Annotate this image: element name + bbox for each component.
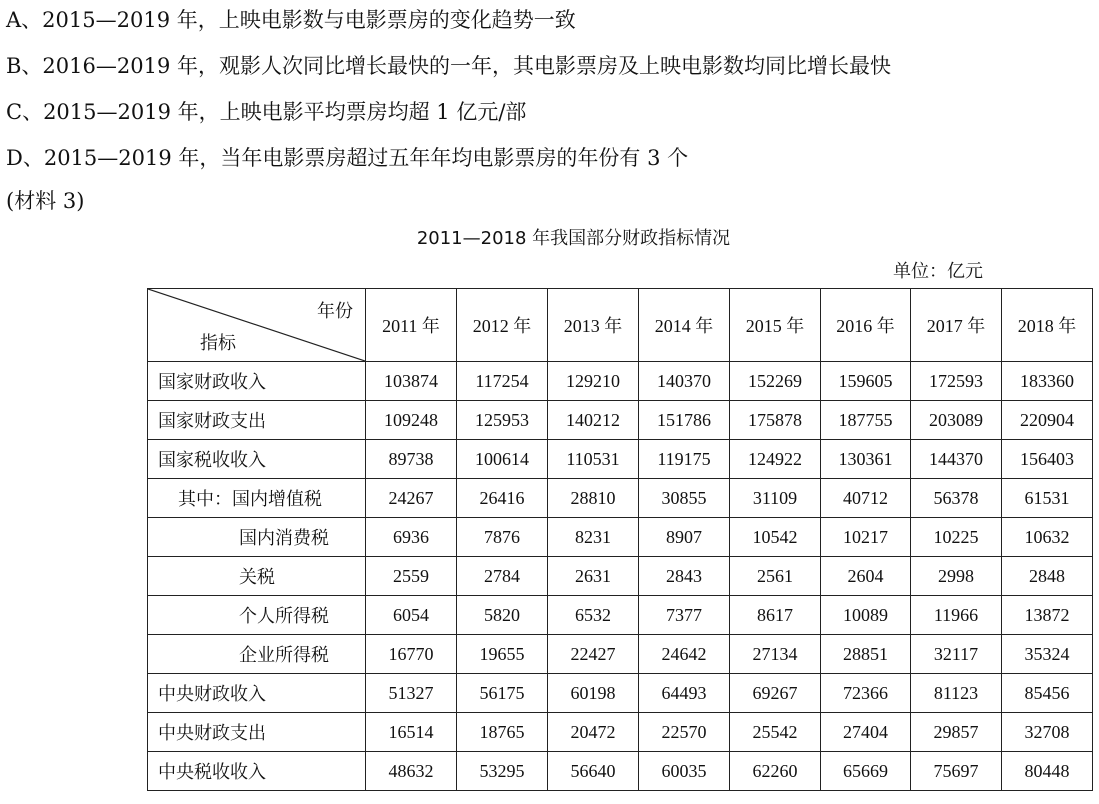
option-d: D、2015—2019 年，当年电影票房超过五年年均电影票房的年份有 3 个 [6, 146, 689, 170]
value-cell: 26416 [457, 479, 548, 518]
value-cell: 159605 [821, 362, 911, 401]
value-cell: 72366 [821, 674, 911, 713]
value-cell: 16770 [366, 635, 457, 674]
value-cell: 187755 [821, 401, 911, 440]
value-cell: 7876 [457, 518, 548, 557]
value-cell: 80448 [1002, 752, 1093, 791]
table-row [148, 479, 1093, 518]
corner-indicator-label: 指标 [200, 333, 236, 354]
value-cell: 140212 [548, 401, 639, 440]
value-cell: 203089 [911, 401, 1002, 440]
value-cell: 18765 [457, 713, 548, 752]
fiscal-indicator-table [147, 288, 1093, 791]
table-row [148, 596, 1093, 635]
value-cell: 24267 [366, 479, 457, 518]
value-cell: 2784 [457, 557, 548, 596]
value-cell: 2631 [548, 557, 639, 596]
row-label: 国家财政收入 [148, 362, 366, 401]
table-row [148, 401, 1093, 440]
row-label: 国家税收收入 [148, 440, 366, 479]
value-cell: 22427 [548, 635, 639, 674]
option-c: C、2015—2019 年，上映电影平均票房均超 1 亿元/部 [6, 100, 527, 124]
value-cell: 32117 [911, 635, 1002, 674]
row-label: 个人所得税 [148, 596, 366, 635]
corner-header-cell [148, 289, 366, 362]
value-cell: 25542 [730, 713, 821, 752]
value-cell: 2561 [730, 557, 821, 596]
table-row [148, 752, 1093, 791]
table-header-row [148, 289, 1093, 362]
year-header: 2016 年 [821, 289, 911, 362]
value-cell: 60035 [639, 752, 730, 791]
value-cell: 20472 [548, 713, 639, 752]
value-cell: 75697 [911, 752, 1002, 791]
option-b: B、2016—2019 年，观影人次同比增长最快的一年，其电影票房及上映电影数均同比增长最快 [6, 54, 891, 78]
table-row [148, 557, 1093, 596]
table-title: 2011—2018 年我国部分财政指标情况 [416, 228, 731, 249]
table-row [148, 362, 1093, 401]
value-cell: 2848 [1002, 557, 1093, 596]
value-cell: 156403 [1002, 440, 1093, 479]
value-cell: 56640 [548, 752, 639, 791]
value-cell: 110531 [548, 440, 639, 479]
row-label: 其中：国内增值税 [148, 479, 366, 518]
year-header: 2015 年 [730, 289, 821, 362]
option-a: A、2015—2019 年，上映电影数与电影票房的变化趋势一致 [6, 8, 576, 32]
value-cell: 24642 [639, 635, 730, 674]
value-cell: 28851 [821, 635, 911, 674]
value-cell: 62260 [730, 752, 821, 791]
value-cell: 7377 [639, 596, 730, 635]
value-cell: 172593 [911, 362, 1002, 401]
table-body [148, 362, 1093, 791]
value-cell: 16514 [366, 713, 457, 752]
row-label: 企业所得税 [148, 635, 366, 674]
value-cell: 89738 [366, 440, 457, 479]
value-cell: 152269 [730, 362, 821, 401]
value-cell: 10089 [821, 596, 911, 635]
value-cell: 51327 [366, 674, 457, 713]
value-cell: 140370 [639, 362, 730, 401]
value-cell: 2843 [639, 557, 730, 596]
value-cell: 40712 [821, 479, 911, 518]
table-row [148, 713, 1093, 752]
value-cell: 61531 [1002, 479, 1093, 518]
value-cell: 27404 [821, 713, 911, 752]
value-cell: 10542 [730, 518, 821, 557]
value-cell: 48632 [366, 752, 457, 791]
value-cell: 103874 [366, 362, 457, 401]
question-options [6, 0, 1086, 224]
value-cell: 64493 [639, 674, 730, 713]
value-cell: 81123 [911, 674, 1002, 713]
value-cell: 183360 [1002, 362, 1093, 401]
value-cell: 130361 [821, 440, 911, 479]
value-cell: 2559 [366, 557, 457, 596]
value-cell: 8231 [548, 518, 639, 557]
value-cell: 151786 [639, 401, 730, 440]
value-cell: 29857 [911, 713, 1002, 752]
corner-year-label: 年份 [317, 301, 353, 322]
value-cell: 10217 [821, 518, 911, 557]
year-header: 2012 年 [457, 289, 548, 362]
value-cell: 56378 [911, 479, 1002, 518]
year-header: 2013 年 [548, 289, 639, 362]
value-cell: 56175 [457, 674, 548, 713]
value-cell: 11966 [911, 596, 1002, 635]
table-row [148, 440, 1093, 479]
value-cell: 85456 [1002, 674, 1093, 713]
value-cell: 69267 [730, 674, 821, 713]
value-cell: 31109 [730, 479, 821, 518]
row-label: 国内消费税 [148, 518, 366, 557]
value-cell: 2998 [911, 557, 1002, 596]
table-row [148, 518, 1093, 557]
value-cell: 5820 [457, 596, 548, 635]
value-cell: 6054 [366, 596, 457, 635]
row-label: 中央财政收入 [148, 674, 366, 713]
value-cell: 35324 [1002, 635, 1093, 674]
year-header: 2014 年 [639, 289, 730, 362]
value-cell: 10632 [1002, 518, 1093, 557]
value-cell: 117254 [457, 362, 548, 401]
value-cell: 8617 [730, 596, 821, 635]
row-label: 国家财政支出 [148, 401, 366, 440]
value-cell: 32708 [1002, 713, 1093, 752]
value-cell: 8907 [639, 518, 730, 557]
value-cell: 65669 [821, 752, 911, 791]
value-cell: 53295 [457, 752, 548, 791]
value-cell: 220904 [1002, 401, 1093, 440]
value-cell: 30855 [639, 479, 730, 518]
value-cell: 129210 [548, 362, 639, 401]
value-cell: 144370 [911, 440, 1002, 479]
table-row [148, 635, 1093, 674]
row-label: 关税 [148, 557, 366, 596]
value-cell: 125953 [457, 401, 548, 440]
value-cell: 60198 [548, 674, 639, 713]
material-label: (材料 3) [6, 189, 85, 213]
row-label: 中央财政支出 [148, 713, 366, 752]
value-cell: 13872 [1002, 596, 1093, 635]
table-unit: 单位：亿元 [893, 261, 983, 282]
value-cell: 27134 [730, 635, 821, 674]
value-cell: 6936 [366, 518, 457, 557]
value-cell: 100614 [457, 440, 548, 479]
value-cell: 6532 [548, 596, 639, 635]
year-header: 2011 年 [366, 289, 457, 362]
value-cell: 124922 [730, 440, 821, 479]
row-label: 中央税收收入 [148, 752, 366, 791]
value-cell: 2604 [821, 557, 911, 596]
value-cell: 119175 [639, 440, 730, 479]
year-header: 2017 年 [911, 289, 1002, 362]
value-cell: 28810 [548, 479, 639, 518]
year-header: 2018 年 [1002, 289, 1093, 362]
table-row [148, 674, 1093, 713]
value-cell: 22570 [639, 713, 730, 752]
value-cell: 109248 [366, 401, 457, 440]
value-cell: 175878 [730, 401, 821, 440]
value-cell: 10225 [911, 518, 1002, 557]
value-cell: 19655 [457, 635, 548, 674]
